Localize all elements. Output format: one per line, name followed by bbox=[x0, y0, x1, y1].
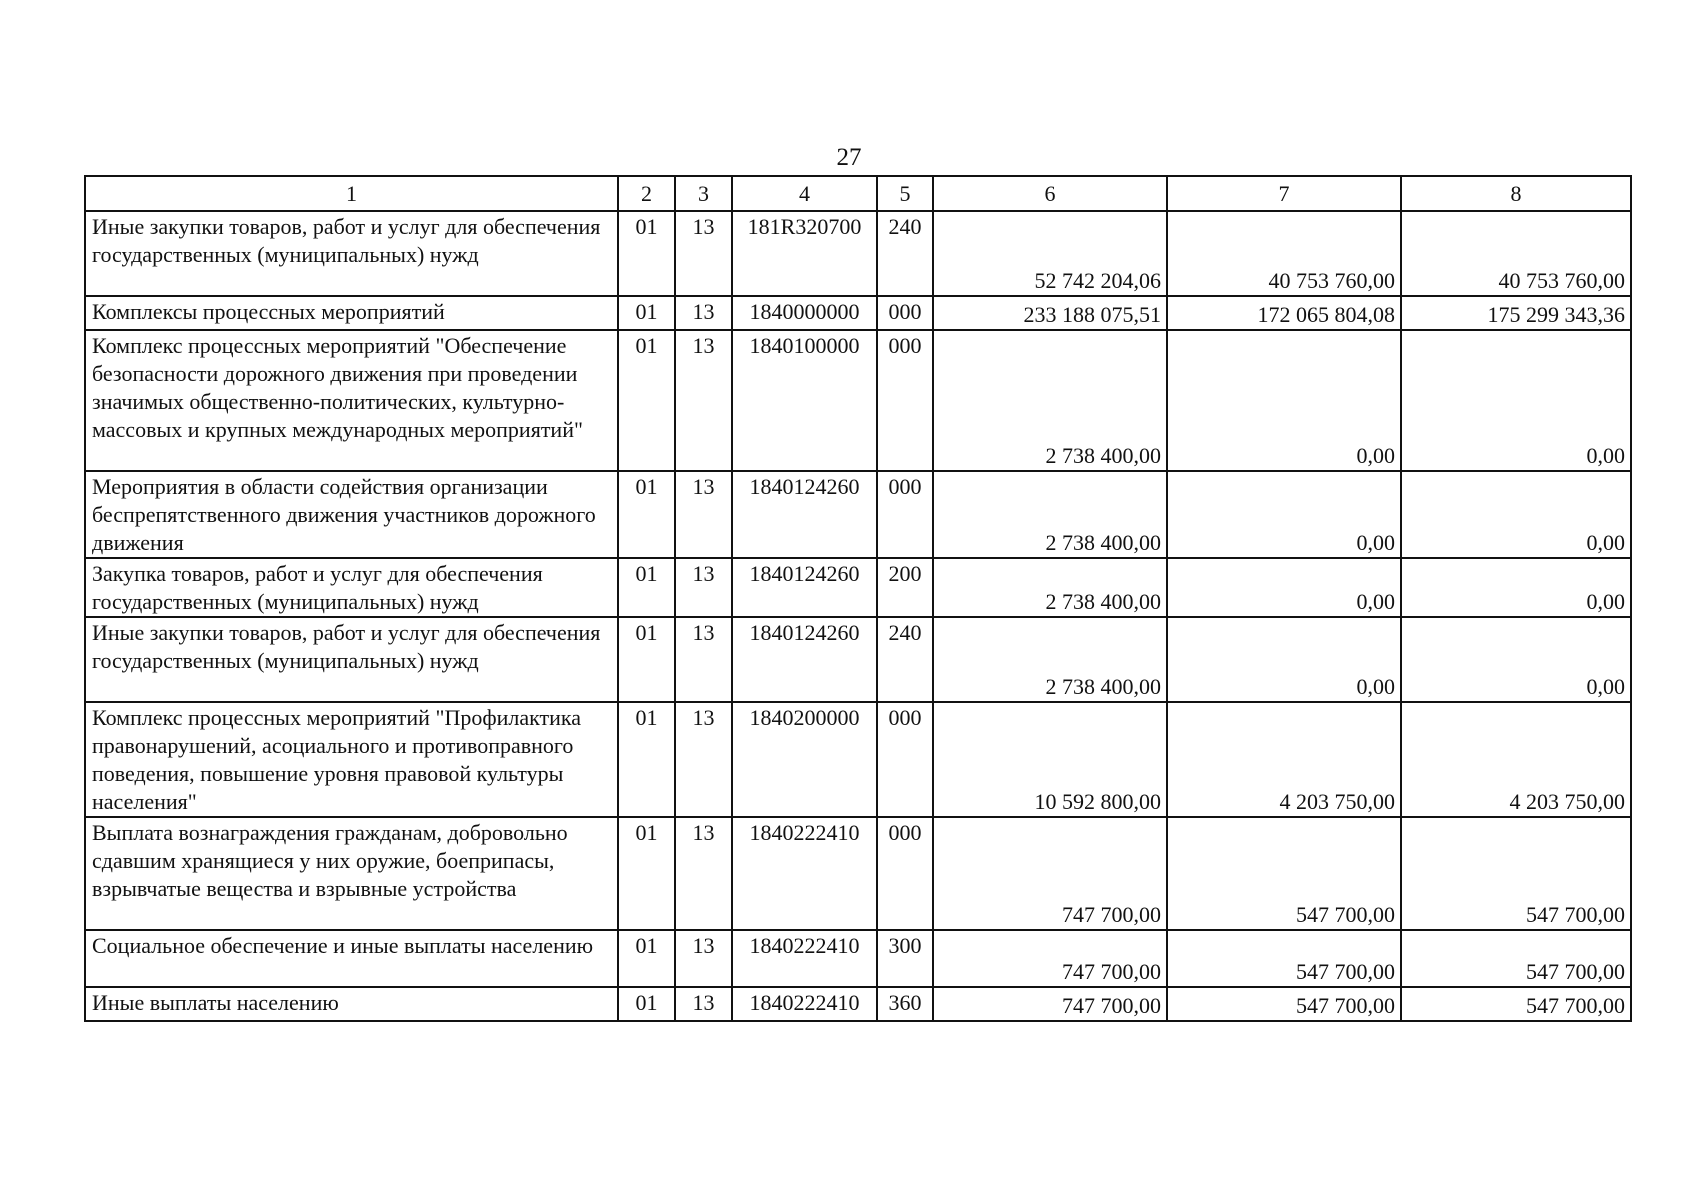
section-code: 01 bbox=[618, 987, 675, 1021]
column-number: 8 bbox=[1401, 176, 1631, 211]
amount-col-7: 547 700,00 bbox=[1167, 930, 1401, 987]
column-number: 4 bbox=[732, 176, 877, 211]
amount-col-7: 0,00 bbox=[1167, 617, 1401, 702]
column-number: 2 bbox=[618, 176, 675, 211]
row-name: Мероприятия в области содействия организации беспрепятственного движения участников дорожного движения bbox=[85, 471, 618, 558]
table-row bbox=[85, 702, 1631, 817]
row-name: Закупка товаров, работ и услуг для обеспечения государственных (муниципальных) нужд bbox=[85, 558, 618, 617]
table-row bbox=[85, 211, 1631, 296]
column-number: 6 bbox=[933, 176, 1167, 211]
subsection-code: 13 bbox=[675, 617, 732, 702]
amount-col-8: 4 203 750,00 bbox=[1401, 702, 1631, 817]
target-article-code: 181R320700 bbox=[732, 211, 877, 296]
table-row bbox=[85, 617, 1631, 702]
section-code: 01 bbox=[618, 930, 675, 987]
target-article-code: 1840222410 bbox=[732, 987, 877, 1021]
table-row bbox=[85, 471, 1631, 558]
amount-col-6: 747 700,00 bbox=[933, 930, 1167, 987]
column-number-row bbox=[85, 176, 1631, 211]
amount-col-6: 747 700,00 bbox=[933, 987, 1167, 1021]
row-name: Иные закупки товаров, работ и услуг для обеспечения государственных (муниципальных) нужд bbox=[85, 617, 618, 702]
subsection-code: 13 bbox=[675, 211, 732, 296]
row-name: Комплекс процессных мероприятий "Обеспечение безопасности дорожного движения при проведении значимых общественно-политических, культурно-массовых и крупных международных мероприятий" bbox=[85, 330, 618, 471]
section-code: 01 bbox=[618, 702, 675, 817]
amount-col-8: 547 700,00 bbox=[1401, 987, 1631, 1021]
subsection-code: 13 bbox=[675, 930, 732, 987]
amount-col-6: 2 738 400,00 bbox=[933, 558, 1167, 617]
expense-type-code: 240 bbox=[877, 211, 933, 296]
subsection-code: 13 bbox=[675, 558, 732, 617]
amount-col-7: 40 753 760,00 bbox=[1167, 211, 1401, 296]
expense-type-code: 360 bbox=[877, 987, 933, 1021]
amount-col-8: 0,00 bbox=[1401, 617, 1631, 702]
subsection-code: 13 bbox=[675, 330, 732, 471]
section-code: 01 bbox=[618, 296, 675, 330]
subsection-code: 13 bbox=[675, 987, 732, 1021]
section-code: 01 bbox=[618, 617, 675, 702]
amount-col-7: 547 700,00 bbox=[1167, 987, 1401, 1021]
expense-type-code: 000 bbox=[877, 817, 933, 930]
section-code: 01 bbox=[618, 330, 675, 471]
target-article-code: 1840124260 bbox=[732, 617, 877, 702]
row-name: Выплата вознаграждения гражданам, добровольно сдавшим хранящиеся у них оружие, боеприпасы, взрывчатые вещества и взрывные устройства bbox=[85, 817, 618, 930]
amount-col-6: 2 738 400,00 bbox=[933, 471, 1167, 558]
amount-col-7: 172 065 804,08 bbox=[1167, 296, 1401, 330]
amount-col-7: 0,00 bbox=[1167, 558, 1401, 617]
row-name: Иные выплаты населению bbox=[85, 987, 618, 1021]
page-number: 27 bbox=[836, 144, 862, 171]
target-article-code: 1840124260 bbox=[732, 558, 877, 617]
amount-col-6: 2 738 400,00 bbox=[933, 617, 1167, 702]
amount-col-8: 547 700,00 bbox=[1401, 930, 1631, 987]
amount-col-8: 175 299 343,36 bbox=[1401, 296, 1631, 330]
expense-type-code: 000 bbox=[877, 296, 933, 330]
target-article-code: 1840222410 bbox=[732, 817, 877, 930]
row-name: Комплексы процессных мероприятий bbox=[85, 296, 618, 330]
amount-col-7: 0,00 bbox=[1167, 330, 1401, 471]
target-article-code: 1840222410 bbox=[732, 930, 877, 987]
row-name: Социальное обеспечение и иные выплаты населению bbox=[85, 930, 618, 987]
expense-type-code: 300 bbox=[877, 930, 933, 987]
amount-col-8: 0,00 bbox=[1401, 471, 1631, 558]
target-article-code: 1840000000 bbox=[732, 296, 877, 330]
section-code: 01 bbox=[618, 211, 675, 296]
section-code: 01 bbox=[618, 471, 675, 558]
column-number: 3 bbox=[675, 176, 732, 211]
column-number: 1 bbox=[85, 176, 618, 211]
subsection-code: 13 bbox=[675, 471, 732, 558]
budget-table bbox=[84, 175, 1632, 1022]
table-row bbox=[85, 930, 1631, 987]
row-name: Комплекс процессных мероприятий "Профилактика правонарушений, асоциального и противоправного поведения, повышение уровня правовой культуры населения" bbox=[85, 702, 618, 817]
expense-type-code: 000 bbox=[877, 702, 933, 817]
subsection-code: 13 bbox=[675, 817, 732, 930]
column-number: 7 bbox=[1167, 176, 1401, 211]
target-article-code: 1840124260 bbox=[732, 471, 877, 558]
target-article-code: 1840100000 bbox=[732, 330, 877, 471]
table-row bbox=[85, 296, 1631, 330]
amount-col-6: 52 742 204,06 bbox=[933, 211, 1167, 296]
expense-type-code: 000 bbox=[877, 330, 933, 471]
amount-col-6: 233 188 075,51 bbox=[933, 296, 1167, 330]
expense-type-code: 200 bbox=[877, 558, 933, 617]
amount-col-7: 4 203 750,00 bbox=[1167, 702, 1401, 817]
subsection-code: 13 bbox=[675, 702, 732, 817]
amount-col-8: 0,00 bbox=[1401, 558, 1631, 617]
table-row bbox=[85, 817, 1631, 930]
amount-col-7: 547 700,00 bbox=[1167, 817, 1401, 930]
expense-type-code: 240 bbox=[877, 617, 933, 702]
amount-col-8: 547 700,00 bbox=[1401, 817, 1631, 930]
table-row bbox=[85, 987, 1631, 1021]
amount-col-6: 2 738 400,00 bbox=[933, 330, 1167, 471]
table-row bbox=[85, 558, 1631, 617]
subsection-code: 13 bbox=[675, 296, 732, 330]
column-number: 5 bbox=[877, 176, 933, 211]
amount-col-7: 0,00 bbox=[1167, 471, 1401, 558]
amount-col-6: 747 700,00 bbox=[933, 817, 1167, 930]
row-name: Иные закупки товаров, работ и услуг для обеспечения государственных (муниципальных) нужд bbox=[85, 211, 618, 296]
section-code: 01 bbox=[618, 558, 675, 617]
amount-col-6: 10 592 800,00 bbox=[933, 702, 1167, 817]
section-code: 01 bbox=[618, 817, 675, 930]
amount-col-8: 0,00 bbox=[1401, 330, 1631, 471]
expense-type-code: 000 bbox=[877, 471, 933, 558]
table-row bbox=[85, 330, 1631, 471]
target-article-code: 1840200000 bbox=[732, 702, 877, 817]
amount-col-8: 40 753 760,00 bbox=[1401, 211, 1631, 296]
